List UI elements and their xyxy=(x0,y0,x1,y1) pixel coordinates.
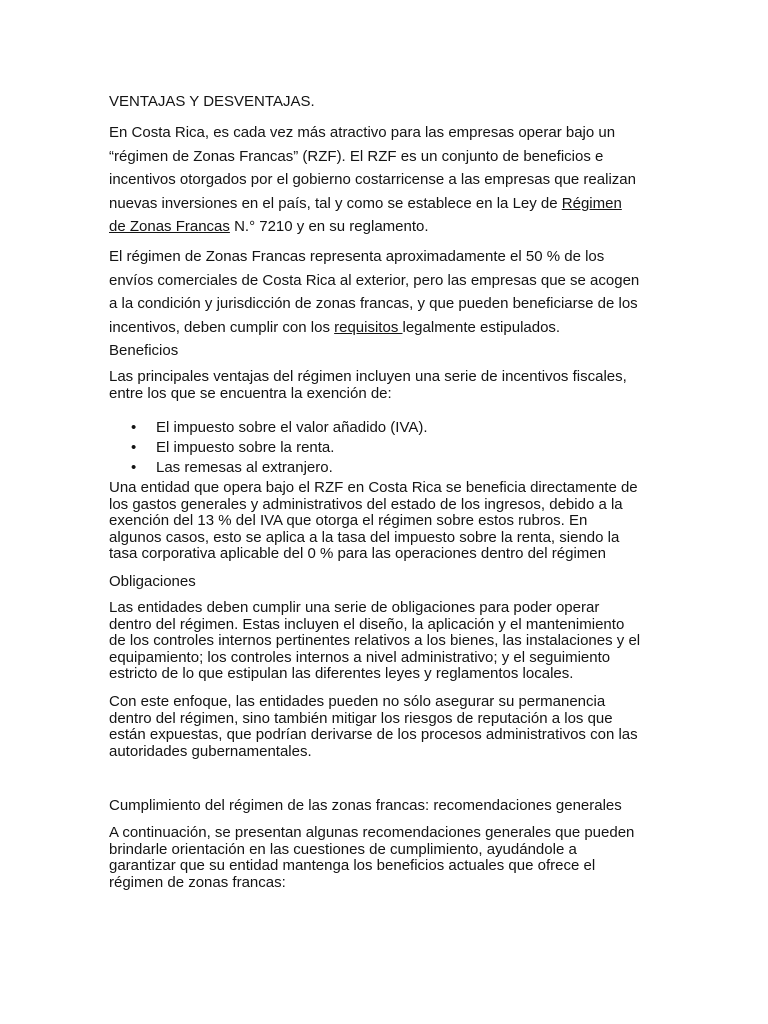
regimen-zonas-francas-link-continued[interactable]: de Zonas Francas xyxy=(109,218,230,235)
intro-line: En Costa Rica, es cada vez más atractivo para las empresas operar bajo un xyxy=(109,124,616,141)
continuacion-line: A continuación, se presentan algunas recomendaciones generales que pueden xyxy=(109,824,635,841)
share-tail: legalmente estipulados. xyxy=(402,318,561,336)
obligaciones-line: estricto de lo que estipulan las diferentes leyes y reglamentos locales. xyxy=(109,665,574,682)
list-item xyxy=(109,458,649,478)
share-line: envíos comerciales de Costa Rica al exterior, pero las empresas que se acogen xyxy=(109,271,640,289)
entidad-paragraph xyxy=(109,480,669,563)
intro-paragraph xyxy=(109,121,669,239)
ventajas-line: entre los que se encuentra la exención de: xyxy=(109,384,392,402)
bullet-marker: • xyxy=(131,439,137,456)
list-item-text: El impuesto sobre el valor añadido (IVA). xyxy=(156,419,428,436)
exemption-list xyxy=(109,418,649,478)
entidad-line: tasa corporativa aplicable del 0 % para las operaciones dentro del régimen xyxy=(109,545,606,562)
share-paragraph xyxy=(109,245,669,339)
share-line: a la condición y jurisdicción de zonas francas, y que pueden beneficiarse de los xyxy=(109,295,638,312)
requisitos-link[interactable]: requisitos xyxy=(334,318,403,336)
list-item xyxy=(109,418,649,438)
continuacion-line: brindarle orientación en las cuestiones de cumplimiento, ayudándole a xyxy=(109,840,577,858)
beneficios-heading: Beneficios xyxy=(109,342,179,359)
enfoque-line: autoridades gubernamentales. xyxy=(109,742,312,760)
obligaciones-line: Las entidades deben cumplir una serie de obligaciones para poder operar xyxy=(109,599,600,616)
enfoque-paragraph xyxy=(109,694,669,760)
document-title: VENTAJAS Y DESVENTAJAS. xyxy=(109,93,315,110)
share-line: incentivos, deben cumplir con los xyxy=(109,318,335,336)
enfoque-line: dentro del régimen, sino también mitigar los riesgos de reputación a los que xyxy=(109,709,613,727)
continuacion-line: garantizar que su entidad mantenga los beneficios actuales que ofrece el xyxy=(109,857,596,874)
continuacion-line: régimen de zonas francas: xyxy=(109,873,286,891)
intro-line: “régimen de Zonas Francas” (RZF). El RZF es un conjunto de beneficios e xyxy=(109,147,604,165)
obligaciones-line: dentro del régimen. Estas incluyen el diseño, la aplicación y el mantenimiento xyxy=(109,615,625,633)
obligaciones-heading: Obligaciones xyxy=(109,573,196,590)
list-item xyxy=(109,438,649,458)
entidad-line: los gastos generales y administrativos del estado de los ingresos, debido a la xyxy=(109,495,623,513)
obligaciones-line: equipamiento; los controles internos a nivel administrativo; y el seguimiento xyxy=(109,648,611,666)
bullet-marker: • xyxy=(131,419,137,436)
entidad-line: algunos casos, esto se aplica a la tasa del impuesto sobre la renta, siendo la xyxy=(109,528,620,546)
cumplimiento-heading: Cumplimiento del régimen de las zonas francas: recomendaciones generales xyxy=(109,797,622,814)
ventajas-line: Las principales ventajas del régimen incluyen una serie de incentivos fiscales, xyxy=(109,368,627,385)
intro-tail: N.° 7210 y en su reglamento. xyxy=(229,218,429,235)
obligaciones-paragraph xyxy=(109,600,669,683)
regimen-zonas-francas-link[interactable]: Régimen xyxy=(561,194,622,212)
list-item-text: El impuesto sobre la renta. xyxy=(156,439,335,456)
intro-line: nuevas inversiones en el país, tal y como se establece en la Ley de xyxy=(109,194,562,212)
share-line: El régimen de Zonas Francas representa aproximadamente el 50 % de los xyxy=(109,248,605,265)
enfoque-line: Con este enfoque, las entidades pueden no sólo asegurar su permanencia xyxy=(109,693,606,710)
list-item-text: Las remesas al extranjero. xyxy=(156,459,333,476)
ventajas-paragraph xyxy=(109,369,669,402)
enfoque-line: están expuestas, que podrían derivarse de los procesos administrativos con las xyxy=(109,726,638,743)
entidad-line: Una entidad que opera bajo el RZF en Costa Rica se beneficia directamente de xyxy=(109,479,638,496)
continuacion-paragraph xyxy=(109,825,669,891)
bullet-marker: • xyxy=(131,459,137,476)
intro-line: incentivos otorgados por el gobierno costarricense a las empresas que realizan xyxy=(109,171,636,188)
entidad-line: exención del 13 % del IVA que otorga el régimen sobre estos rubros. En xyxy=(109,512,588,529)
obligaciones-line: de los controles internos pertinentes relativos a los bienes, las instalaciones y el xyxy=(109,632,641,649)
